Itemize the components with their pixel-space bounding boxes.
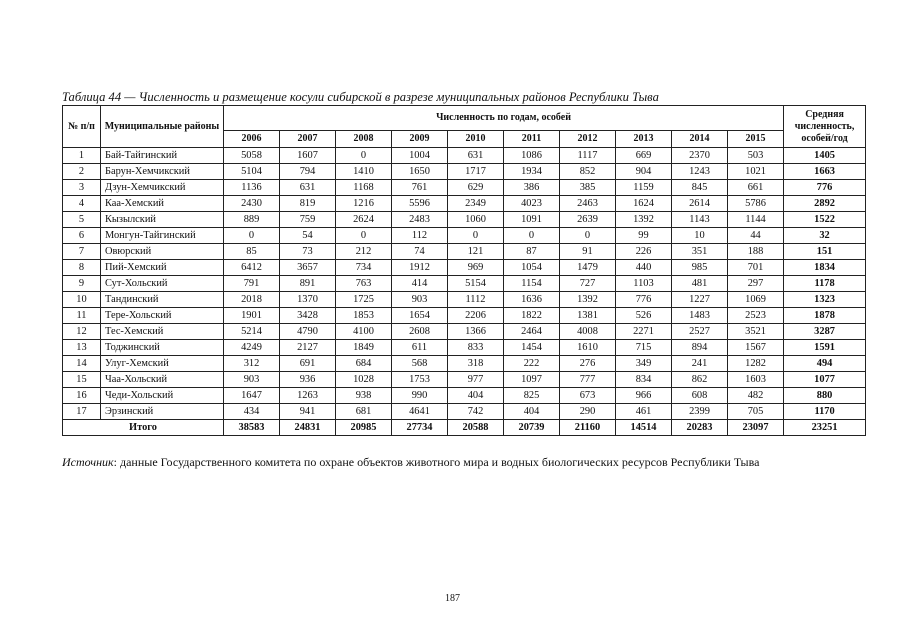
- year-value: 0: [504, 228, 560, 244]
- year-value: 2349: [448, 196, 504, 212]
- table-caption: [62, 90, 822, 104]
- row-number: 10: [63, 292, 101, 308]
- year-value: 2624: [336, 212, 392, 228]
- year-value: 1263: [280, 388, 336, 404]
- row-number: 5: [63, 212, 101, 228]
- year-value: 1069: [728, 292, 784, 308]
- year-header: 2010: [448, 131, 504, 148]
- year-value: 1934: [504, 164, 560, 180]
- year-value: 5104: [224, 164, 280, 180]
- year-value: 2018: [224, 292, 280, 308]
- year-header: 2008: [336, 131, 392, 148]
- year-value: 1028: [336, 372, 392, 388]
- year-value: 73: [280, 244, 336, 260]
- district-name: Пий-Хемский: [101, 260, 224, 276]
- district-name: Улуг-Хемский: [101, 356, 224, 372]
- year-value: 349: [616, 356, 672, 372]
- year-value: 87: [504, 244, 560, 260]
- year-value: 3428: [280, 308, 336, 324]
- year-value: 85: [224, 244, 280, 260]
- year-value: 568: [392, 356, 448, 372]
- average-value: 1663: [784, 164, 866, 180]
- year-value: 2527: [672, 324, 728, 340]
- source-text: : данные Государственного комитета по охране объектов животного мира и водных биологических ресурсов Республики Тыва: [113, 455, 760, 469]
- year-value: 414: [392, 276, 448, 292]
- year-value: 241: [672, 356, 728, 372]
- year-value: 2271: [616, 324, 672, 340]
- district-name: Эрзинский: [101, 404, 224, 420]
- row-number: 11: [63, 308, 101, 324]
- row-number: 3: [63, 180, 101, 196]
- header-average: Средняя численность, особей/год: [784, 106, 866, 148]
- year-value: 4100: [336, 324, 392, 340]
- caption-label: Таблица 44: [62, 90, 122, 104]
- year-value: 1144: [728, 212, 784, 228]
- total-value: 20283: [672, 420, 728, 436]
- year-value: 1021: [728, 164, 784, 180]
- year-value: 404: [504, 404, 560, 420]
- district-name: Тандинский: [101, 292, 224, 308]
- year-value: 212: [336, 244, 392, 260]
- year-value: 2463: [560, 196, 616, 212]
- year-value: 1603: [728, 372, 784, 388]
- year-value: 1370: [280, 292, 336, 308]
- year-value: 631: [448, 148, 504, 164]
- district-name: Тес-Хемский: [101, 324, 224, 340]
- average-value: 32: [784, 228, 866, 244]
- average-value: 1178: [784, 276, 866, 292]
- year-value: 1610: [560, 340, 616, 356]
- year-value: 985: [672, 260, 728, 276]
- population-table: [62, 105, 866, 436]
- table-row: [63, 148, 866, 164]
- year-value: 661: [728, 180, 784, 196]
- year-header: 2013: [616, 131, 672, 148]
- year-value: 1117: [560, 148, 616, 164]
- table-row: [63, 292, 866, 308]
- row-number: 6: [63, 228, 101, 244]
- year-value: 0: [336, 148, 392, 164]
- table-row: [63, 228, 866, 244]
- year-value: 1392: [616, 212, 672, 228]
- year-value: 44: [728, 228, 784, 244]
- year-value: 904: [616, 164, 672, 180]
- year-value: 862: [672, 372, 728, 388]
- year-value: 763: [336, 276, 392, 292]
- row-number: 13: [63, 340, 101, 356]
- table-row: [63, 164, 866, 180]
- table-row: [63, 372, 866, 388]
- year-value: 819: [280, 196, 336, 212]
- year-value: 2206: [448, 308, 504, 324]
- year-value: 5214: [224, 324, 280, 340]
- year-value: 611: [392, 340, 448, 356]
- year-value: 54: [280, 228, 336, 244]
- year-value: 5058: [224, 148, 280, 164]
- row-number: 17: [63, 404, 101, 420]
- header-by-years: Численность по годам, особей: [224, 106, 784, 131]
- year-value: 1097: [504, 372, 560, 388]
- table-body: [63, 148, 866, 436]
- year-value: 4790: [280, 324, 336, 340]
- total-value: 24831: [280, 420, 336, 436]
- district-name: Бай-Тайгинский: [101, 148, 224, 164]
- year-value: 734: [336, 260, 392, 276]
- year-value: 1103: [616, 276, 672, 292]
- average-value: 1170: [784, 404, 866, 420]
- year-value: 10: [672, 228, 728, 244]
- total-value: 21160: [560, 420, 616, 436]
- year-value: 5596: [392, 196, 448, 212]
- year-value: 903: [392, 292, 448, 308]
- total-value: 23097: [728, 420, 784, 436]
- year-value: 1912: [392, 260, 448, 276]
- row-number: 1: [63, 148, 101, 164]
- year-header: 2012: [560, 131, 616, 148]
- year-value: 2614: [672, 196, 728, 212]
- year-value: 0: [224, 228, 280, 244]
- year-value: 99: [616, 228, 672, 244]
- year-value: 629: [448, 180, 504, 196]
- year-value: 526: [616, 308, 672, 324]
- row-number: 9: [63, 276, 101, 292]
- average-value: 1878: [784, 308, 866, 324]
- year-value: 990: [392, 388, 448, 404]
- total-average: 23251: [784, 420, 866, 436]
- district-name: Монгун-Тайгинский: [101, 228, 224, 244]
- year-header: 2009: [392, 131, 448, 148]
- year-value: 673: [560, 388, 616, 404]
- year-value: 608: [672, 388, 728, 404]
- year-value: 1366: [448, 324, 504, 340]
- year-value: 759: [280, 212, 336, 228]
- table-row: [63, 180, 866, 196]
- year-value: 276: [560, 356, 616, 372]
- year-value: 1091: [504, 212, 560, 228]
- average-value: 3287: [784, 324, 866, 340]
- year-header: 2007: [280, 131, 336, 148]
- year-value: 891: [280, 276, 336, 292]
- year-value: 1822: [504, 308, 560, 324]
- year-value: 1636: [504, 292, 560, 308]
- year-value: 1168: [336, 180, 392, 196]
- year-value: 742: [448, 404, 504, 420]
- year-value: 1624: [616, 196, 672, 212]
- year-value: 0: [560, 228, 616, 244]
- year-header: 2006: [224, 131, 280, 148]
- row-number: 15: [63, 372, 101, 388]
- year-value: 5154: [448, 276, 504, 292]
- year-value: 74: [392, 244, 448, 260]
- year-value: 936: [280, 372, 336, 388]
- header-district: Муниципальные районы: [101, 106, 224, 148]
- year-value: 91: [560, 244, 616, 260]
- year-value: 1154: [504, 276, 560, 292]
- year-value: 894: [672, 340, 728, 356]
- year-value: 2608: [392, 324, 448, 340]
- year-value: 1717: [448, 164, 504, 180]
- district-name: Чеди-Хольский: [101, 388, 224, 404]
- year-value: 4641: [392, 404, 448, 420]
- year-value: 222: [504, 356, 560, 372]
- year-value: 727: [560, 276, 616, 292]
- year-value: 1753: [392, 372, 448, 388]
- year-value: 691: [280, 356, 336, 372]
- year-value: 4249: [224, 340, 280, 356]
- table-row: [63, 260, 866, 276]
- table-row: [63, 212, 866, 228]
- year-header: 2011: [504, 131, 560, 148]
- year-value: 3521: [728, 324, 784, 340]
- year-value: 684: [336, 356, 392, 372]
- total-row: [63, 420, 866, 436]
- year-value: 434: [224, 404, 280, 420]
- year-value: 834: [616, 372, 672, 388]
- average-value: 151: [784, 244, 866, 260]
- year-value: 631: [280, 180, 336, 196]
- table-row: [63, 340, 866, 356]
- year-value: 681: [336, 404, 392, 420]
- row-number: 2: [63, 164, 101, 180]
- year-value: 791: [224, 276, 280, 292]
- district-name: Тоджинский: [101, 340, 224, 356]
- year-value: 2399: [672, 404, 728, 420]
- total-value: 38583: [224, 420, 280, 436]
- district-name: Сут-Хольский: [101, 276, 224, 292]
- year-value: 312: [224, 356, 280, 372]
- year-value: 2639: [560, 212, 616, 228]
- table-row: [63, 276, 866, 292]
- year-value: 1381: [560, 308, 616, 324]
- year-value: 701: [728, 260, 784, 276]
- year-value: 1136: [224, 180, 280, 196]
- year-value: 1647: [224, 388, 280, 404]
- year-value: 297: [728, 276, 784, 292]
- year-value: 1567: [728, 340, 784, 356]
- year-value: 845: [672, 180, 728, 196]
- source-note: [62, 455, 882, 469]
- total-label: Итого: [63, 420, 224, 436]
- year-value: 5786: [728, 196, 784, 212]
- average-value: 494: [784, 356, 866, 372]
- year-value: 705: [728, 404, 784, 420]
- year-value: 121: [448, 244, 504, 260]
- average-value: 2892: [784, 196, 866, 212]
- average-value: 1591: [784, 340, 866, 356]
- year-value: 0: [336, 228, 392, 244]
- year-value: 318: [448, 356, 504, 372]
- row-number: 7: [63, 244, 101, 260]
- year-value: 2464: [504, 324, 560, 340]
- year-value: 777: [560, 372, 616, 388]
- year-value: 1853: [336, 308, 392, 324]
- average-value: 1522: [784, 212, 866, 228]
- table-row: [63, 404, 866, 420]
- year-value: 1086: [504, 148, 560, 164]
- year-value: 825: [504, 388, 560, 404]
- year-value: 6412: [224, 260, 280, 276]
- year-value: 1849: [336, 340, 392, 356]
- year-value: 903: [224, 372, 280, 388]
- year-value: 794: [280, 164, 336, 180]
- average-value: 880: [784, 388, 866, 404]
- year-value: 3657: [280, 260, 336, 276]
- year-value: 461: [616, 404, 672, 420]
- year-value: 440: [616, 260, 672, 276]
- year-value: 4023: [504, 196, 560, 212]
- year-value: 385: [560, 180, 616, 196]
- table-row: [63, 308, 866, 324]
- year-value: 1243: [672, 164, 728, 180]
- district-name: Дзун-Хемчикский: [101, 180, 224, 196]
- table-row: [63, 324, 866, 340]
- table-row: [63, 388, 866, 404]
- year-value: 1392: [560, 292, 616, 308]
- district-name: Чаа-Хольский: [101, 372, 224, 388]
- year-value: 1454: [504, 340, 560, 356]
- year-value: 4008: [560, 324, 616, 340]
- year-value: 889: [224, 212, 280, 228]
- year-value: 938: [336, 388, 392, 404]
- district-name: Овюрский: [101, 244, 224, 260]
- row-number: 4: [63, 196, 101, 212]
- year-value: 1607: [280, 148, 336, 164]
- source-label: Источник: [62, 455, 114, 469]
- total-value: 20739: [504, 420, 560, 436]
- year-value: 0: [448, 228, 504, 244]
- row-number: 8: [63, 260, 101, 276]
- year-value: 1479: [560, 260, 616, 276]
- year-value: 1060: [448, 212, 504, 228]
- table-row: [63, 196, 866, 212]
- year-value: 1410: [336, 164, 392, 180]
- year-value: 2370: [672, 148, 728, 164]
- year-value: 1159: [616, 180, 672, 196]
- year-value: 715: [616, 340, 672, 356]
- year-value: 1725: [336, 292, 392, 308]
- row-number: 14: [63, 356, 101, 372]
- year-value: 1227: [672, 292, 728, 308]
- year-value: 776: [616, 292, 672, 308]
- total-value: 14514: [616, 420, 672, 436]
- row-number: 16: [63, 388, 101, 404]
- total-value: 20588: [448, 420, 504, 436]
- average-value: 776: [784, 180, 866, 196]
- year-value: 969: [448, 260, 504, 276]
- year-value: 112: [392, 228, 448, 244]
- average-value: 1323: [784, 292, 866, 308]
- total-value: 27734: [392, 420, 448, 436]
- caption-dash: —: [121, 90, 139, 104]
- average-value: 1834: [784, 260, 866, 276]
- district-name: Тере-Хольский: [101, 308, 224, 324]
- total-value: 20985: [336, 420, 392, 436]
- year-value: 833: [448, 340, 504, 356]
- year-value: 1216: [336, 196, 392, 212]
- page-number: 187: [445, 593, 460, 604]
- year-value: 1483: [672, 308, 728, 324]
- table-row: [63, 244, 866, 260]
- year-value: 2483: [392, 212, 448, 228]
- row-number: 12: [63, 324, 101, 340]
- year-value: 1054: [504, 260, 560, 276]
- year-value: 966: [616, 388, 672, 404]
- year-value: 2430: [224, 196, 280, 212]
- year-value: 1112: [448, 292, 504, 308]
- year-value: 2127: [280, 340, 336, 356]
- year-header: 2015: [728, 131, 784, 148]
- year-value: 290: [560, 404, 616, 420]
- year-value: 852: [560, 164, 616, 180]
- district-name: Барун-Хемчикский: [101, 164, 224, 180]
- year-header: 2014: [672, 131, 728, 148]
- year-value: 761: [392, 180, 448, 196]
- year-value: 941: [280, 404, 336, 420]
- year-value: 351: [672, 244, 728, 260]
- year-value: 1143: [672, 212, 728, 228]
- district-name: Кызылский: [101, 212, 224, 228]
- average-value: 1077: [784, 372, 866, 388]
- year-value: 1901: [224, 308, 280, 324]
- year-value: 977: [448, 372, 504, 388]
- table-row: [63, 356, 866, 372]
- caption-text: Численность и размещение косули сибирской в разрезе муниципальных районов Республики Тыва: [138, 90, 659, 104]
- year-value: 386: [504, 180, 560, 196]
- year-value: 226: [616, 244, 672, 260]
- district-name: Каа-Хемский: [101, 196, 224, 212]
- year-value: 1654: [392, 308, 448, 324]
- year-value: 2523: [728, 308, 784, 324]
- year-value: 1004: [392, 148, 448, 164]
- average-value: 1405: [784, 148, 866, 164]
- year-value: 1650: [392, 164, 448, 180]
- year-value: 404: [448, 388, 504, 404]
- header-num: № п/п: [63, 106, 101, 148]
- year-value: 188: [728, 244, 784, 260]
- year-value: 1282: [728, 356, 784, 372]
- year-value: 481: [672, 276, 728, 292]
- year-value: 669: [616, 148, 672, 164]
- year-value: 503: [728, 148, 784, 164]
- year-value: 482: [728, 388, 784, 404]
